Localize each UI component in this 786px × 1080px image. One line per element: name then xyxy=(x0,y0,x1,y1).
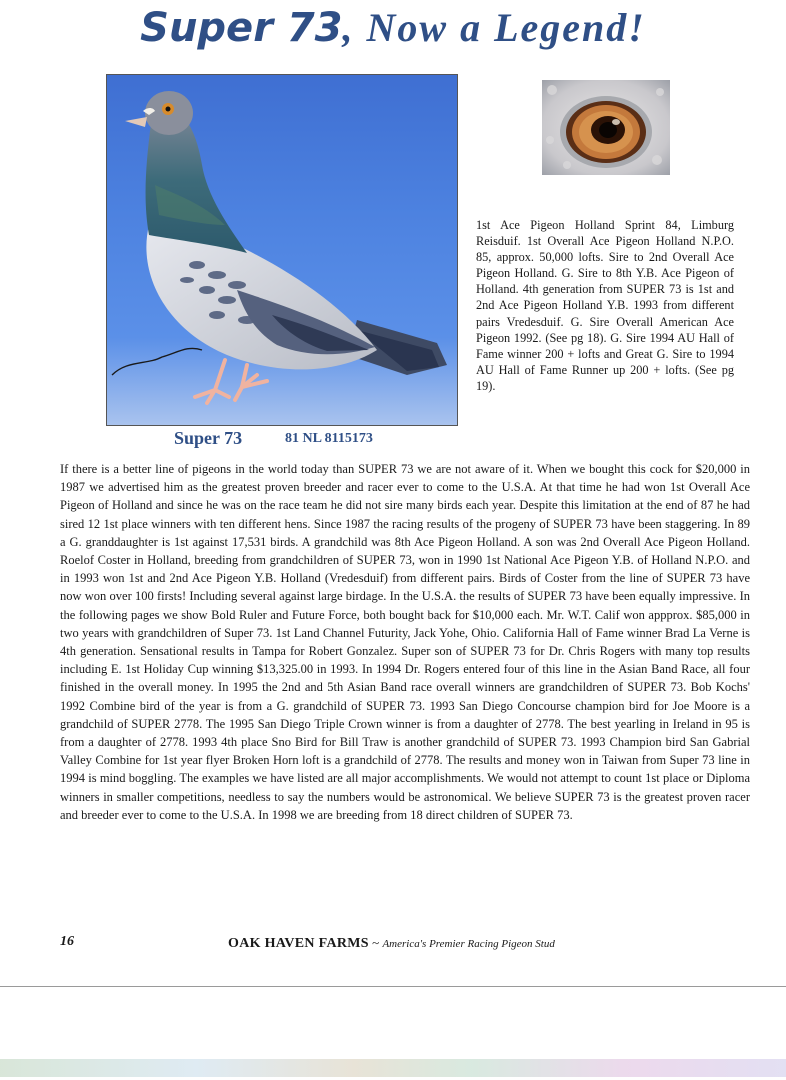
headline-brand: Super 73 xyxy=(140,5,343,51)
photo-caption-name: Super 73 xyxy=(174,428,243,448)
page-number: 16 xyxy=(60,934,74,949)
photo-caption-band-number: 81 NL 8115173 xyxy=(285,431,373,446)
scan-edge-strip xyxy=(0,1059,786,1077)
pigeon-eye-photo xyxy=(542,80,670,175)
article-body: If there is a better line of pigeons in the world today than SUPER 73 we are not aware of it. When we bought this cock for $20,000 in 1987 we advertised him as the greatest proven breeder and racer ever to come to the U.S.A. At that time he had won 1st Overall Ace Pigeon of Holland and since he was on the race team he did not sire many birds each year. Despite this limitation at the end of 87 he had sired 12 1st place winners with ten different hens. Since 1987 the racing results of the progeny of SUPER 73 have been staggering. In 89 a G. granddaughter is 1st against 17,531 birds. A grandchild was 8th Ace Pigeon Holland. A son was 2nd Overall Ace Pigeon Holland. Roelof Coster in Holland, breeding from grandchildren of SUPER 73, won in 1990 1st National Ace Pigeon Y.B. of Holland N.P.O. and in 1993 won 1st and 2nd Ace Pigeon Y.B. Holland (Vredesduif) from different pairs. Birds of Coster from the line of SUPER 73 have now won over 100 firsts! Including several against large birdage. In the U.S.A. the results of SUPER 73 have been equally impressive. In the following pages we show Bold Ruler and Future Force, both bought back for $10,000 each. Mr. W.T. Calif won appprox. $85,000 in two years with grandchildren of Super 73. 1st Land Channel Futurity, Jack Yohe, Ohio. California Hall of Fame winner Brad La Verne is 4th generation. Sensational results in Tampa for Robert Gonzalez. Super son of SUPER 73 for Dr. Chris Rogers with many top results including E. 1st Holiday Cup winning $13,325.00 in 1993. In 1994 Dr. Rogers entered four of this line in the Asian Band Race, all four finished in the overall money. In 1995 the 2nd and 5th Asian Band race overall winners are grandchildren of SUPER 73. Bob Kochs' 1992 Combine bird of the year is from a G. grandchild of SUPER 73. 1993 San Diego Concourse champion bird for Joe Moore is a grandchild of SUPER 2778. The 1995 San Diego Triple Crown winner is from a daughter of 2778. The best yearling in Ireland in 95 is from a daughter of 2778. 1993 4th place Sno Bird for Bill Traw is another grandchild of SUPER 73. 1993 Champion bird San Gabrial Valley Combine for 1st year flyer Broken Horn loft is a grandchild of 2778. The results and money won in Taiwan from Super 73 line in 1994 is mind boggling. The examples we have listed are all major accomplishments. We would not attempt to count 1st place or Diploma winners in smaller competitions, needless to say the numbers would be astronomical. We believe SUPER 73 is the greatest proven racer and breeder ever to come to the U.S.A. In 1998 we are breeding from 18 direct children of SUPER 73. xyxy=(60,462,750,822)
artist-signature xyxy=(112,348,202,375)
footer-tagline: America's Premier Racing Pigeon Stud xyxy=(382,938,555,950)
page-headline xyxy=(0,4,786,51)
page-bottom-rule xyxy=(0,986,786,987)
headline-subtitle: , Now a Legend! xyxy=(342,5,646,50)
achievements-summary: 1st Ace Pigeon Holland Sprint 84, Limburg Reisduif. 1st Overall Ace Pigeon Holland N.P.O. 85, approx. 50,000 lofts. Sire to 2nd Overall Ace Pigeon Holland. G. Sire to 8th Y.B. Ace Pigeon of Holland. 4th generation from SUPER 73 is 1st and 2nd Ace Pigeon Holland Y.B. 1993 from different pairs Vredesduif. G. Sire Overall American Ace Pigeon 1992. (See pg 18). G. Sire 1994 AU Hall of Fame winner 200 + lofts and Great G. Sire to 1994 AU Hall of Fame Runner up 200 + lofts. (See pg 19). xyxy=(476,218,734,393)
pigeon-photo xyxy=(106,74,458,426)
eye-illustration xyxy=(542,80,670,175)
footer-separator: ~ xyxy=(368,935,383,950)
pigeon-illustration xyxy=(107,75,458,426)
page-footer xyxy=(228,934,555,952)
footer-farm-name: OAK HAVEN FARMS xyxy=(228,936,369,951)
